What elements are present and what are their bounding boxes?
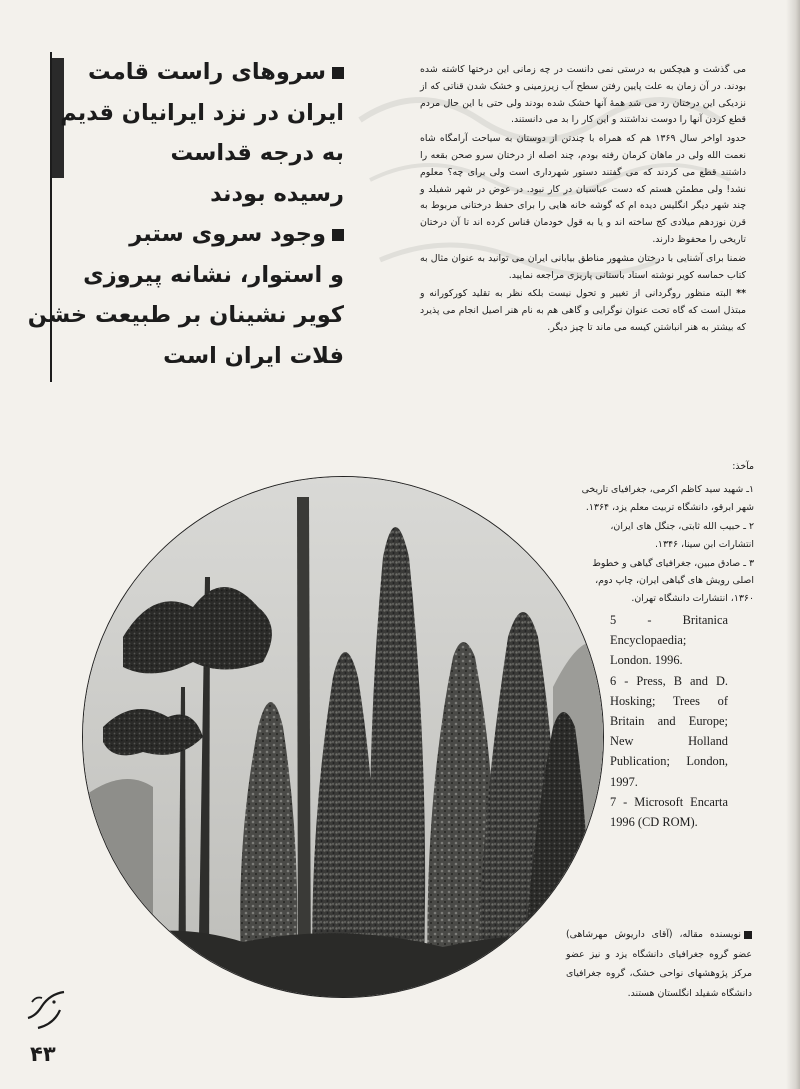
kerman-logo bbox=[20, 984, 72, 1036]
pull-quote-line: کویر نشینان بر طبیعت خشن bbox=[27, 302, 344, 328]
article-body bbox=[420, 62, 746, 339]
reference-item: 5 - Britanica Encyclopaedia; London. 1996. bbox=[610, 613, 728, 668]
body-paragraph: می گذشت و هیچکس به درستی نمی دانست در چه زمانی این درختها کاشته شده بودند. در آن زمان به علت پایین رفتن سطح آب زیرزمینی و خشک شدن قناتی که از نزدیکی این درختان رد می شد همهٔ آنها خشک شده بودند ولی حتی با این حال مردم قطع کردن آنها را دوست نداشتند و این کار را بد می دانستند. bbox=[420, 64, 746, 126]
cypress-trees-image bbox=[83, 477, 603, 997]
square-bullet-icon bbox=[744, 931, 752, 939]
english-references bbox=[610, 610, 728, 832]
cypress-photo bbox=[82, 476, 604, 998]
pull-quote-line: به درجه قداست bbox=[170, 140, 344, 166]
reference-item: 6 - Press, B and D. Hosking; Trees of Britain and Europe; New Holland Publication; London, 1997. bbox=[610, 673, 728, 789]
references-title: مآخذ: bbox=[732, 461, 754, 472]
pull-quote-line: وجود سروی ستبر bbox=[52, 214, 344, 255]
body-paragraph: حدود اواخر سال ۱۳۶۹ هم که همراه با چندتن از دوستان به سیاحت آرامگاه شاه نعمت الله ولی در ماهان کرمان رفته بودم، چند اصله از درختان سرو صحن بقعه را داشتند قطع می کردند که می گفتند دستور شهرداری است ولی برای چه؟ معلوم نشد! ولی مطمئن هستم که دست عباسیان در کار نبود. در عوض در شهر شفیلد و چند شهر دیگر انگلیس دیده ام که گوشه خانه هایی را برای حفظ درختانی مربوط به قرن نوزدهم میلادی کج ساخته اند و یا به قول خودمان قناس کرده اند تا آن درختان تاریخی را محفوظ دارند. bbox=[420, 133, 746, 245]
square-bullet-icon bbox=[332, 229, 344, 241]
page-edge bbox=[786, 0, 800, 1089]
reference-item: 7 - Microsoft Encarta 1996 (CD ROM). bbox=[610, 794, 728, 830]
pull-quote-line: و استوار، نشانه پیروزی bbox=[83, 261, 344, 288]
references bbox=[576, 458, 754, 609]
footnote-marker: ** bbox=[736, 288, 746, 300]
author-note: نویسنده مقاله، (آقای داریوش مهرشاهی) عضو گروه جغرافیای دانشگاه یزد و نیز عضو مرکز پژوهشهای نواحی خشک، گروه جغرافیای دانشگاه شفیلد انگلستان هستند. bbox=[566, 929, 752, 999]
pull-quote-line: فلات ایران است bbox=[163, 342, 344, 369]
body-paragraph: ضمنا برای آشنایی با درختان مشهور مناطق بیابانی ایران می توانید به عنوان مثال به کتاب حماسه کویر نوشته استاد باستانی پاریزی مراجعه نمایید. bbox=[420, 252, 746, 281]
reference-item: ۲ ـ حبیب الله ثابتی، جنگل های ایران، انتشارات ابن سینا، ۱۳۴۶. bbox=[610, 521, 754, 550]
page-number: ۴۳ bbox=[30, 1042, 56, 1066]
pull-quote-line: ایران در نزد ایرانیان قدیم bbox=[60, 99, 344, 126]
pull-quote-line: رسیده بودند bbox=[210, 180, 344, 207]
square-bullet-icon bbox=[332, 67, 344, 79]
reference-item: ۱ـ شهید سید کاظم اکرمی، جغرافیای تاریخی شهر ابرقو، دانشگاه تربیت معلم یزد، ۱۳۶۴. bbox=[581, 484, 754, 513]
reference-item: ۳ ـ صادق مبین، جغرافیای گیاهی و خطوط اصلی رویش های گیاهی ایران، چاپ دوم، ۱۳۶۰، انتشارات دانشگاه تهران. bbox=[592, 558, 754, 604]
pull-quote-line: سروهای راست قامت bbox=[52, 52, 344, 93]
body-paragraph: ** البته منظور روگردانی از تغییر و تحول نیست بلکه نظر به تقلید کورکورانه و مبتذل است که گاه تحت عنوان نوگرایی و گاهی هم به نام هنر اصیل انجام می پذیرد که بیشتر به هنر انباشتن کیسه می ماند تا چیز دیگر. bbox=[420, 288, 746, 333]
pull-quote bbox=[27, 52, 350, 382]
